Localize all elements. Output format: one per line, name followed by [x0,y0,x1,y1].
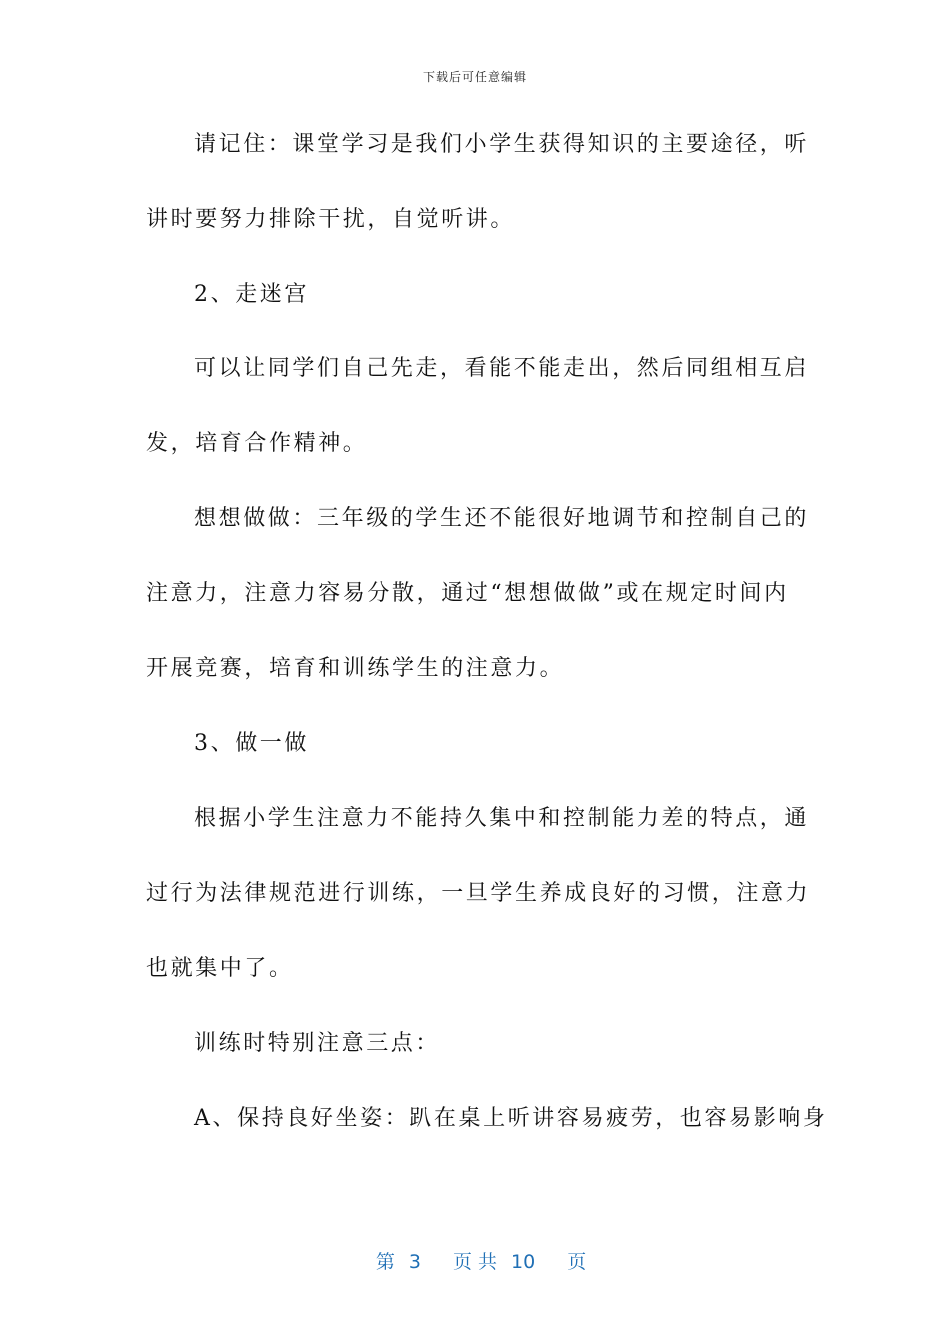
paragraph-line: 可以让同学们自己先走，看能不能走出，然后同组相互启 [194,356,810,381]
page-footer [0,1225,950,1274]
paragraph-line: 根据小学生注意力不能持久集中和控制能力差的特点，通 [194,806,810,831]
paragraph-line: 请记住：课堂学习是我们小学生获得知识的主要途径，听 [194,132,810,157]
paragraph-line: 也就集中了。 [146,956,294,981]
footer-suffix: 页 [567,1251,587,1273]
total-pages-number: 10 [511,1251,536,1273]
paragraph-line: 想想做做：三年级的学生还不能很好地调节和控制自己的 [194,506,810,531]
paragraph-line: A、保持良好坐姿：趴在桌上听讲容易疲劳，也容易影响身 [194,1106,828,1131]
footer-prefix: 第 [375,1251,395,1273]
paragraph-line: 发，培育合作精神。 [146,431,368,456]
section-heading: 3、做一做 [194,731,309,756]
paragraph-line: 注意力，注意力容易分散，通过“想想做做”或在规定时间内 [146,581,789,606]
section-heading: 2、走迷宫 [194,282,309,307]
paragraph-line: 训练时特别注意三点： [194,1031,441,1056]
current-page-number: 3 [408,1251,421,1273]
paragraph-line: 开展竞赛，培育和训练学生的注意力。 [146,656,565,681]
page-header: 下载后可任意编辑 [422,70,527,84]
paragraph-line: 过行为法律规范进行训练，一旦学生养成良好的习惯，注意力 [146,881,811,906]
paragraph-line: 讲时要努力排除干扰，自觉听讲。 [146,207,516,232]
footer-middle: 页 共 [452,1251,498,1273]
